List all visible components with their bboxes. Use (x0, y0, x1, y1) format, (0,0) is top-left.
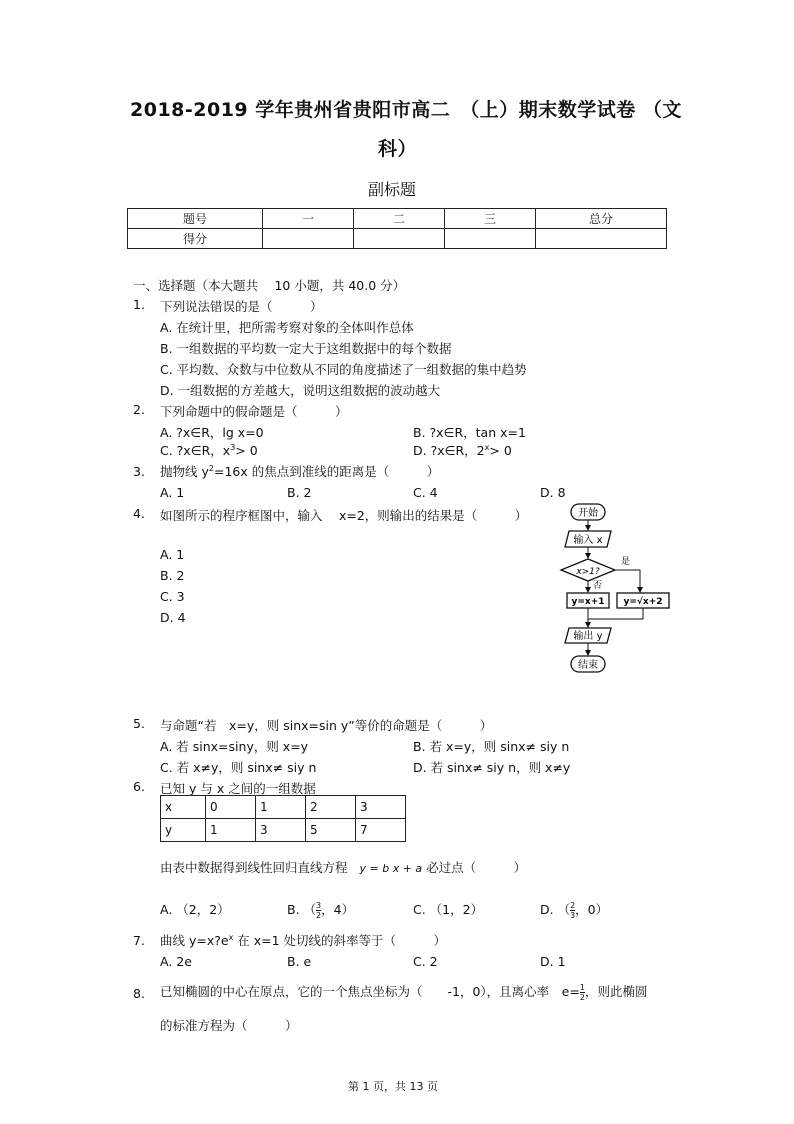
end-label: 结束 (578, 660, 598, 671)
table-cell: 5 (306, 819, 356, 842)
no-label: 否 (593, 581, 603, 591)
option-tail: ，0） (575, 902, 609, 917)
score-header-cell: 三 (445, 209, 536, 229)
option (160, 441, 258, 459)
title-line-2: 科） (378, 138, 418, 160)
score-header-cell: 二 (354, 209, 445, 229)
question-stem: 下列命题中的假命题是（ ） (160, 404, 348, 419)
option: A. 1 (160, 547, 185, 562)
table-row (161, 796, 406, 819)
question-number: 2. (133, 402, 145, 417)
option: A. 1 (160, 485, 185, 500)
input-label: 输入 x (573, 535, 603, 546)
option-text: D. （ (540, 902, 571, 917)
title-line-1: 2018-2019 学年贵州省贵阳市高二 （上）期末数学试卷 （文 (130, 99, 682, 121)
decision-label: x>1? (576, 567, 600, 577)
option: D. 1 (540, 954, 566, 969)
option: C. 3 (160, 589, 185, 604)
option: B. 2 (287, 485, 312, 500)
option: C. 4 (413, 485, 438, 500)
option: D. 一组数据的方差越大，说明这组数据的波动越大 (160, 383, 441, 398)
table-cell: 1 (256, 796, 306, 819)
table-cell: 0 (206, 796, 256, 819)
exponent: x (484, 442, 490, 452)
stem-text: 曲线 y=x?e (160, 933, 229, 948)
option: A. （2，2） (160, 902, 230, 917)
score-header-cell: 总分 (536, 209, 667, 229)
option: B. 2 (160, 568, 185, 583)
question-number: 8. (133, 986, 145, 1001)
option: B. 一组数据的平均数一定大于这组数据中的每个数据 (160, 341, 452, 356)
question-stem-line-2: 的标准方程为（ ） (160, 1018, 298, 1033)
score-header-cell: 题号 (128, 209, 263, 229)
score-table (127, 208, 667, 249)
option: C. 若 x≠y，则 sinx≠ siy n (160, 760, 317, 775)
output-label: 输出 y (573, 631, 603, 642)
question-stem: 与命题“若 x=y，则 sinx=sin y”等价的命题是（ ） (160, 718, 493, 733)
table-cell: 3 (256, 819, 306, 842)
start-label: 开始 (578, 508, 598, 519)
table-cell: x (161, 796, 206, 819)
option-text: C. ?x∈R，x (160, 443, 231, 458)
score-table-score-row (128, 229, 667, 249)
option-tail: > 0 (235, 443, 258, 458)
score-cell (536, 229, 667, 249)
yes-label: 是 (621, 557, 631, 567)
fraction-denominator: 2 (316, 911, 322, 920)
fraction-numerator: 3 (316, 901, 322, 910)
merge-line (588, 608, 643, 619)
stem-text: 必过点（ ） (426, 860, 527, 875)
question-stem: 已知 y 与 x 之间的一组数据 (160, 781, 316, 796)
question-number: 7. (133, 933, 145, 948)
option-tail: > 0 (489, 443, 512, 458)
option: A. 2e (160, 954, 192, 969)
fraction-numerator: 1 (579, 983, 585, 992)
option: B. 若 x=y，则 sinx≠ siy n (413, 739, 570, 754)
stem-text: =16x 的焦点到准线的距离是（ ） (213, 464, 440, 479)
question-number: 1. (133, 297, 145, 312)
option: C. （1，2） (413, 902, 484, 917)
data-table (160, 795, 406, 842)
question-number: 3. (133, 464, 145, 479)
option (287, 900, 354, 920)
option: D. 若 sinx≠ siy n，则 x≠y (413, 760, 571, 775)
score-cell (445, 229, 536, 249)
question-stem (160, 931, 446, 949)
fraction-numerator: 2 (570, 901, 576, 910)
option-text: B. （ (287, 902, 317, 917)
option: B. ?x∈R，tan x=1 (413, 425, 526, 440)
option: C. 平均数、众数与中位数从不同的角度描述了一组数据的集中趋势 (160, 362, 527, 377)
table-cell: 3 (356, 796, 406, 819)
page-footer: 第 1 页，共 13 页 (348, 1080, 438, 1093)
stem-text: 由表中数据得到线性回归直线方程 (160, 860, 348, 875)
table-row (161, 819, 406, 842)
option-tail: ，4） (321, 902, 355, 917)
option: A. ?x∈R，lg x=0 (160, 425, 264, 440)
section-heading: 一、选择题（本大题共 10 小题，共 40.0 分） (133, 278, 406, 293)
right-process-label: y=√x+2 (623, 597, 663, 607)
option (540, 900, 608, 920)
option: B. e (287, 954, 312, 969)
option-text: D. ?x∈R，2 (413, 443, 485, 458)
option: D. 8 (540, 485, 566, 500)
table-cell: y (161, 819, 206, 842)
left-process-label: y=x+1 (571, 597, 605, 607)
option: D. 4 (160, 610, 186, 625)
stem-text: 已知椭圆的中心在原点，它的一个焦点坐标为（ -1，0），且离心率 e= (160, 984, 580, 999)
yes-arrow (615, 570, 640, 592)
table-cell: 2 (306, 796, 356, 819)
question-number: 6. (133, 779, 145, 794)
regression-equation: y = b x + a (359, 862, 423, 875)
exponent: 3 (230, 442, 236, 452)
option: A. 若 sinx=siny，则 x=y (160, 739, 309, 754)
table-cell: 7 (356, 819, 406, 842)
fraction-denominator: 3 (570, 911, 576, 920)
option (413, 441, 512, 459)
question-stem: 下列说法错误的是（ ） (160, 299, 323, 314)
score-cell (263, 229, 354, 249)
stem-text: 在 x=1 处切线的斜率等于（ ） (233, 933, 447, 948)
question-number: 5. (133, 716, 145, 731)
question-number: 4. (133, 506, 145, 521)
regression-line-text (160, 858, 526, 876)
question-stem (160, 462, 439, 480)
stem-text: ，则此椭圆 (584, 984, 648, 999)
option: A. 在统计里，把所需考察对象的全体叫作总体 (160, 320, 414, 335)
exponent: x (228, 932, 234, 942)
score-header-cell: 一 (263, 209, 354, 229)
exponent: 2 (208, 463, 214, 473)
score-cell (354, 229, 445, 249)
fraction-denominator: 2 (579, 993, 585, 1002)
score-table-header-row (128, 209, 667, 229)
stem-text: 抛物线 y (160, 464, 209, 479)
option: C. 2 (413, 954, 438, 969)
question-stem: 如图所示的程序框图中，输入 x=2，则输出的结果是（ ） (160, 508, 528, 523)
question-stem (160, 982, 647, 1002)
table-cell: 1 (206, 819, 256, 842)
subtitle: 副标题 (368, 180, 417, 199)
flowchart (555, 500, 685, 680)
score-row-label: 得分 (128, 229, 263, 249)
